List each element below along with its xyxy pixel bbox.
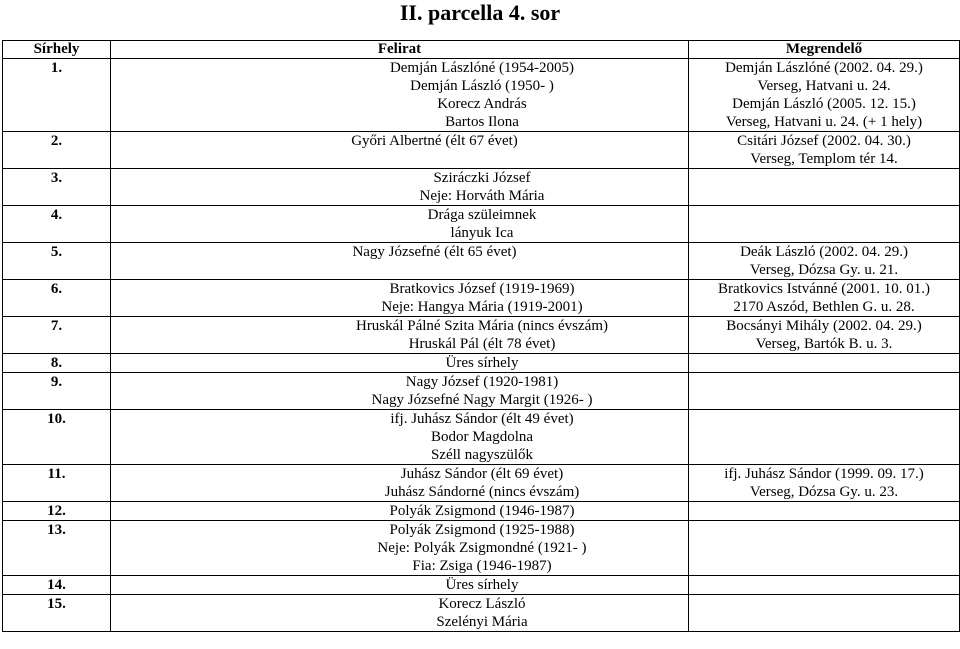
- inscription-cell: [111, 410, 689, 465]
- table-row: [3, 521, 960, 576]
- inscription-line: Polyák Zsigmond (1925-1988): [389, 522, 575, 538]
- orderer-cell: [689, 521, 960, 576]
- inscription-cell: [111, 502, 689, 521]
- inscription-cell: [111, 243, 689, 280]
- slot-number: 12.: [3, 502, 111, 521]
- table-row: [3, 206, 960, 243]
- slot-number: 7.: [3, 317, 111, 354]
- table-row: [3, 317, 960, 354]
- inscription-line: Polyák Zsigmond (1946-1987): [389, 503, 575, 519]
- orderer-cell: [689, 59, 960, 132]
- inscription-line: Drága szüleimnek: [427, 207, 537, 223]
- inscription-cell: [111, 373, 689, 410]
- inscription-line: Nagy József (1920-1981): [405, 374, 559, 390]
- inscription-cell: [111, 280, 689, 317]
- inscription-line: Bartos Ilona: [445, 114, 519, 130]
- slot-number: 8.: [3, 354, 111, 373]
- slot-number: 3.: [3, 169, 111, 206]
- inscription-line: Neje: Horváth Mária: [419, 188, 545, 204]
- inscription-line: Neje: Hangya Mária (1919-2001): [381, 299, 583, 315]
- inscription-cell: [111, 595, 689, 632]
- table-row: [3, 502, 960, 521]
- inscription-cell: [111, 521, 689, 576]
- slot-number: 6.: [3, 280, 111, 317]
- table-body: [3, 59, 960, 632]
- header-orderer: Megrendelő: [689, 41, 960, 59]
- inscription-line: lányuk Ica: [450, 225, 514, 241]
- inscription-line: Győri Albertné (élt 67 évet): [351, 133, 518, 149]
- orderer-cell: [689, 465, 960, 502]
- slot-number: 15.: [3, 595, 111, 632]
- inscription-line: Demján Lászlóné (1954-2005): [389, 60, 575, 76]
- orderer-cell: [689, 373, 960, 410]
- orderer-cell: [689, 206, 960, 243]
- inscription-line: Üres sírhely: [445, 355, 519, 371]
- orderer-line: Verseg, Dózsa Gy. u. 23.: [749, 484, 899, 500]
- orderer-cell: [689, 317, 960, 354]
- orderer-line: ifj. Juhász Sándor (1999. 09. 17.): [724, 466, 924, 482]
- inscription-cell: [111, 206, 689, 243]
- orderer-cell: [689, 576, 960, 595]
- inscription-line: Széll nagyszülők: [430, 447, 534, 463]
- inscription-line: Bratkovics József (1919-1969): [389, 281, 575, 297]
- inscription-line: Sziráczki József: [433, 170, 531, 186]
- slot-number: 13.: [3, 521, 111, 576]
- orderer-line: Verseg, Dózsa Gy. u. 21.: [749, 262, 899, 278]
- inscription-line: Demján László (1950- ): [410, 78, 554, 94]
- orderer-line: Bratkovics Istvánné (2001. 10. 01.): [717, 281, 931, 297]
- slot-number: 14.: [3, 576, 111, 595]
- slot-number: 10.: [3, 410, 111, 465]
- orderer-cell: [689, 169, 960, 206]
- orderer-line: Csitári József (2002. 04. 30.): [737, 133, 911, 149]
- slot-number: 1.: [3, 59, 111, 132]
- inscription-cell: [111, 317, 689, 354]
- inscription-line: Korecz László: [438, 596, 526, 612]
- table-row: [3, 465, 960, 502]
- table-row: [3, 132, 960, 169]
- orderer-line: 2170 Aszód, Bethlen G. u. 28.: [733, 299, 915, 315]
- inscription-cell: [111, 59, 689, 132]
- orderer-cell: [689, 410, 960, 465]
- inscription-line: Szelényi Mária: [436, 614, 528, 630]
- inscription-line: Nagy Józsefné Nagy Margit (1926- ): [371, 392, 593, 408]
- header-slot: Sírhely: [3, 41, 111, 59]
- inscription-line: Juhász Sándorné (nincs évszám): [384, 484, 580, 500]
- table-row: [3, 354, 960, 373]
- table-row: [3, 595, 960, 632]
- orderer-line: Verseg, Bartók B. u. 3.: [755, 336, 893, 352]
- header-inscription: Felirat: [111, 41, 689, 59]
- table-row: [3, 59, 960, 132]
- table-row: [3, 373, 960, 410]
- inscription-line: Nagy Józsefné (élt 65 évet): [352, 244, 517, 260]
- orderer-line: Demján Lászlóné (2002. 04. 29.): [725, 60, 923, 76]
- orderer-cell: [689, 280, 960, 317]
- inscription-line: Bodor Magdolna: [430, 429, 534, 445]
- orderer-cell: [689, 502, 960, 521]
- grave-table: [2, 40, 960, 632]
- orderer-cell: [689, 243, 960, 280]
- inscription-line: Fia: Zsiga (1946-1987): [412, 558, 552, 574]
- inscription-line: Üres sírhely: [445, 577, 519, 593]
- inscription-cell: [111, 132, 689, 169]
- page-title: II. parcella 4. sor: [399, 0, 561, 25]
- inscription-cell: [111, 354, 689, 373]
- inscription-cell: [111, 576, 689, 595]
- orderer-cell: [689, 595, 960, 632]
- inscription-line: ifj. Juhász Sándor (élt 49 évet): [390, 411, 574, 427]
- table-row: [3, 576, 960, 595]
- slot-number: 2.: [3, 132, 111, 169]
- orderer-cell: [689, 132, 960, 169]
- slot-number: 4.: [3, 206, 111, 243]
- table-row: [3, 410, 960, 465]
- table-row: [3, 280, 960, 317]
- inscription-line: Hruskál Pál (élt 78 évet): [408, 336, 556, 352]
- inscription-cell: [111, 169, 689, 206]
- orderer-line: Deák László (2002. 04. 29.): [740, 244, 908, 260]
- inscription-line: Juhász Sándor (élt 69 évet): [400, 466, 564, 482]
- orderer-line: Demján László (2005. 12. 15.): [732, 96, 916, 112]
- orderer-line: Verseg, Hatvani u. 24. (+ 1 hely): [725, 114, 923, 130]
- inscription-line: Neje: Polyák Zsigmondné (1921- ): [377, 540, 587, 556]
- inscription-line: Korecz András: [437, 96, 527, 112]
- table-row: [3, 243, 960, 280]
- header-row: [3, 41, 960, 59]
- orderer-line: Verseg, Hatvani u. 24.: [757, 78, 891, 94]
- slot-number: 5.: [3, 243, 111, 280]
- slot-number: 9.: [3, 373, 111, 410]
- orderer-cell: [689, 354, 960, 373]
- slot-number: 11.: [3, 465, 111, 502]
- table-row: [3, 169, 960, 206]
- orderer-line: Verseg, Templom tér 14.: [750, 151, 898, 167]
- orderer-line: Bocsányi Mihály (2002. 04. 29.): [726, 318, 922, 334]
- inscription-cell: [111, 465, 689, 502]
- inscription-line: Hruskál Pálné Szita Mária (nincs évszám): [355, 318, 608, 334]
